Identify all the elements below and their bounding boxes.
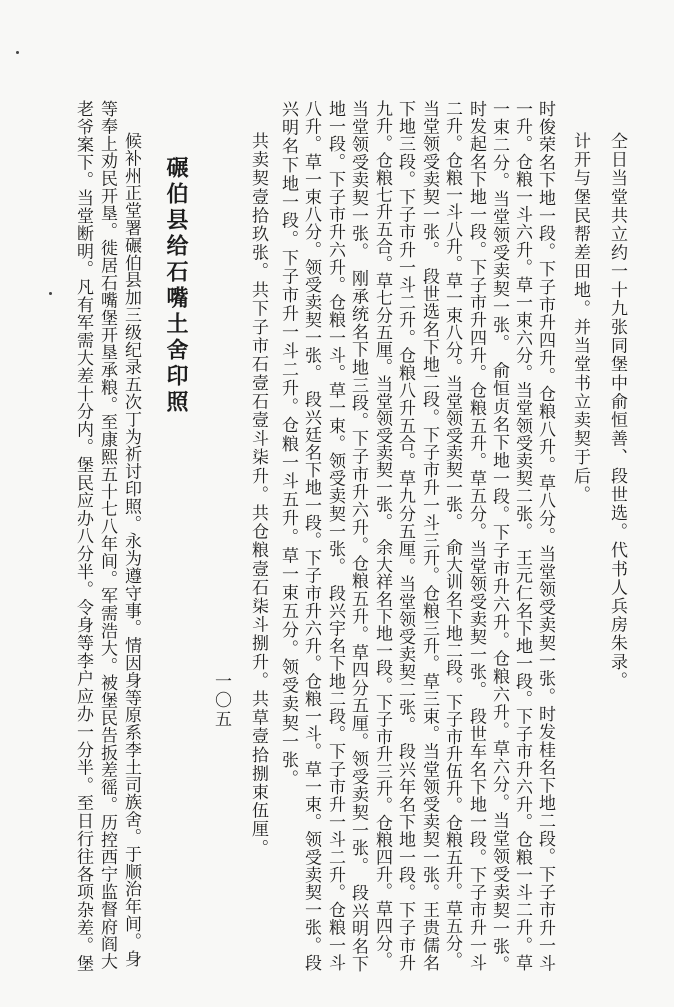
text-column: 等奉上劝民开垦。徙居石嘴堡开垦承粮。至康熙五十七八年间。军需浩大。被堡民告扳差徭。历控西宁监督府阎大 [97,100,117,970]
text-column: 候补州正堂署碾伯县加三级纪录五次丁为祈讨印照。永为遵守事。情因身等原系李土司族舍。于顺治年间。身 [121,132,141,968]
text-column: 九升。仓粮七升五合。草七分五厘。当堂领受卖契一张。 余大祥名下地一段。下子市升三升。仓粮四升。草四分。 [372,100,392,969]
section-title: 碾伯县给石嘴土舍印照 [163,156,188,416]
text-column: 仝日当堂共立约一十九张同堡中俞恒善、段世选。代书人兵房朱录。 [607,132,627,690]
text-column: 当堂领受卖契一张。 刚承统名下地三段。下子市升六升。仓粮五升。草四分五厘。领受卖契一张。 段兴明名下 [348,100,368,973]
text-column: 下地三段。下子市升一斗二升。仓粮八升五合。草九分五厘。当堂领受卖契二张。 段兴年名下地一段。下子市升 [395,100,415,972]
text-column: 一升。仓粮一斗六升。草一束六分。当堂领受卖契二张。 王元仁名下地一段。下子市升六升。仓粮一斗二升。草 [512,100,532,972]
text-column: 二升。仓粮一斗八升。草一束八分。当堂领受卖契一张。 俞大训名下地二段。下子市升伍升。仓粮五升。草五分。 [442,100,462,969]
text-column: 兴明名下地一段。下子市升一斗二升。仓粮一斗五升。草一束五分。领受卖契一张。 [278,100,298,789]
text-column: 时俊荣名下地一段。下子市升四升。仓粮八升。草八分。当堂领受卖契一张。时发桂名下地二段。下子市升一斗 [535,100,555,973]
text-column: 时发起名下地一段。下子市升四升。仓粮五升。草五分。当堂领受卖契一张。 段世车名下地一段。下子市升一斗 [466,100,486,972]
text-column: 八升。草一束八分。领受卖契一张。 段兴廷名下地一段。下子市升六升。仓粮一斗。草一束。领受卖契一张。段 [301,100,321,972]
text-column: 当堂领受卖契一张。 段世选名下地二段。下子市升一斗三升。仓粮三升。草三束。当堂领受卖契一张。王贵儒名 [419,100,439,972]
text-column: 老爷案下。当堂断明。凡有军需大差十分内。堡民应办八分半。令身等李户应办一分半。至日行往各项杂差。堡 [73,100,93,973]
text-column: 一束二分。当堂领受卖契一张。 俞恒贞名下地一段。下子市升六升。仓粮六升。草六分。当堂领受卖契一张。 [489,100,509,974]
scan-mark [16,51,19,54]
text-column: 地一段。下子市升六升。仓粮一斗。草一束。领受卖契一张。 段兴宇名下地二段。下子市升一斗二升。仓粮一斗 [325,100,345,972]
scan-mark [49,292,52,295]
page-number: 一〇五 [211,672,231,729]
text-column: 计开与堡民帮差田地。并当堂书立卖契于后。 [570,132,590,504]
text-column: 共卖契壹拾玖张。共下子市石壹石壹斗柒升。共仓粮壹石柒斗捌升。共草壹拾捌束伍厘。 [248,132,268,858]
